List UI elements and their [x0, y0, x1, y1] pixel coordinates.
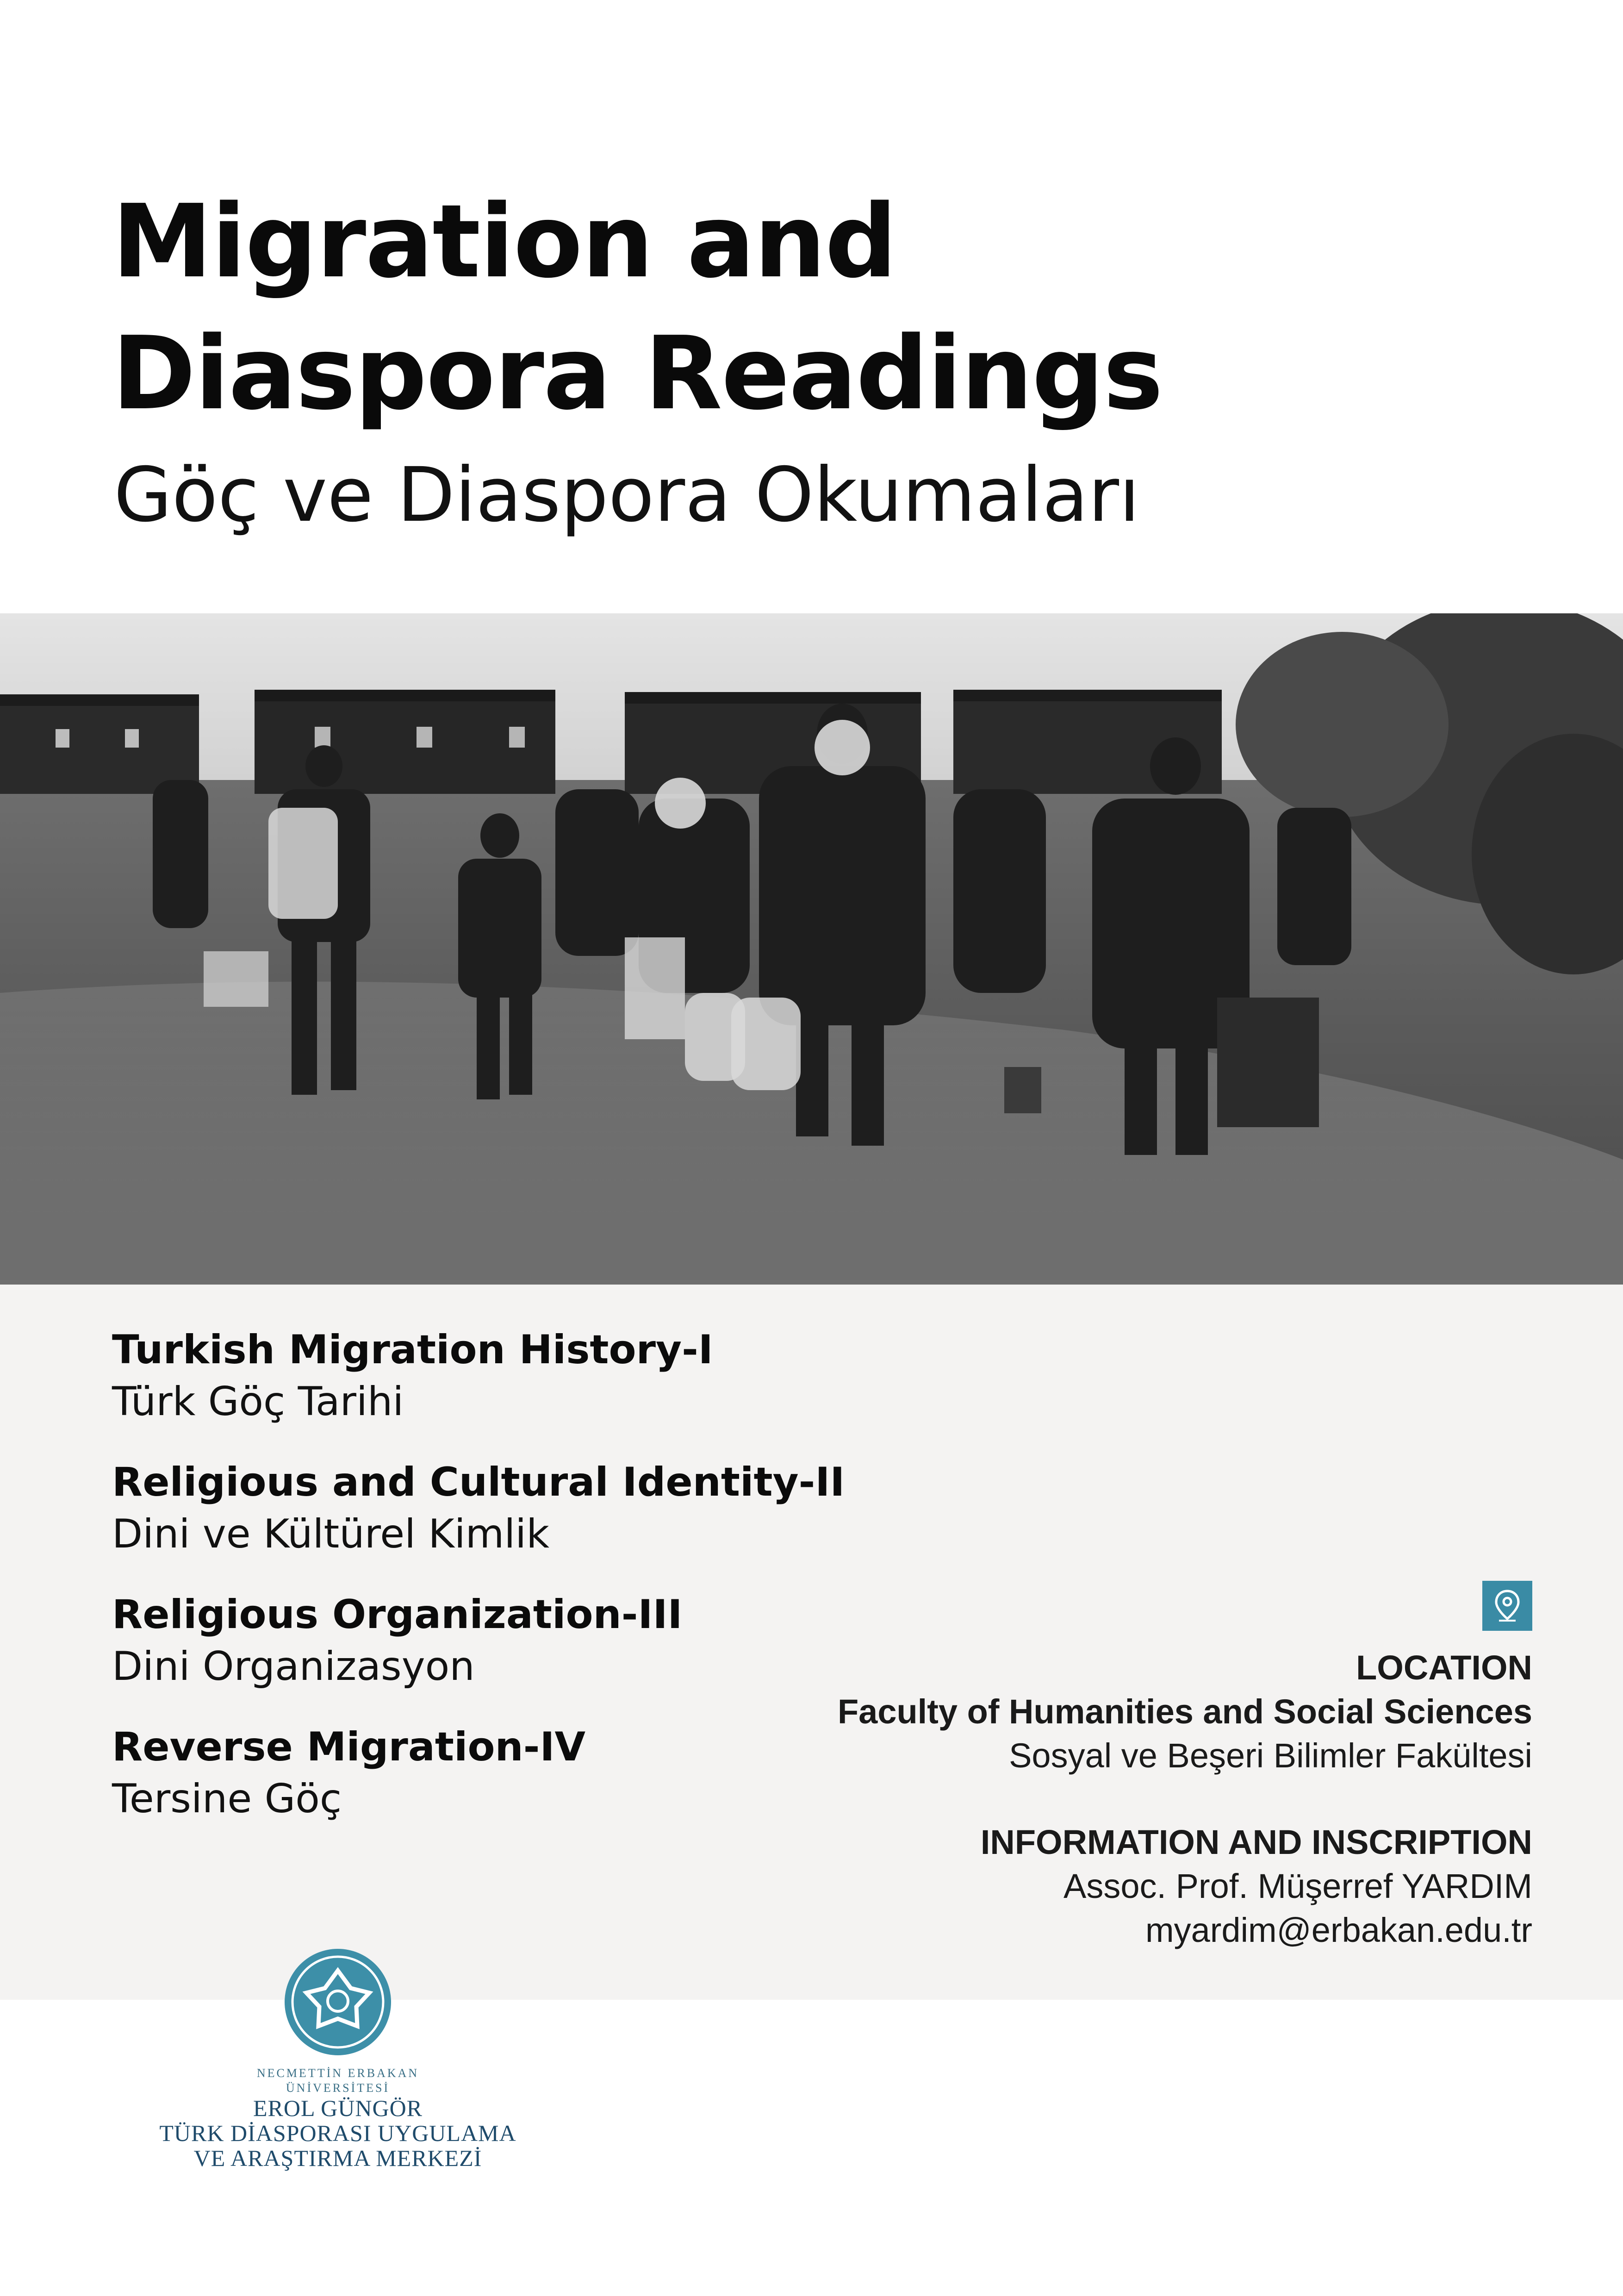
- topic-title-en: Turkish Migration History-I: [112, 1327, 713, 1373]
- logo-line5: VE ARAŞTIRMA MERKEZİ: [193, 2145, 482, 2171]
- logo-line3: EROL GÜNGÖR: [253, 2095, 423, 2121]
- university-emblem-icon: [282, 1947, 393, 2058]
- logo-line4: TÜRK DİASPORASI UYGULAMA: [159, 2120, 516, 2146]
- topic-title-tr: Türk Göç Tarihi: [112, 1379, 404, 1425]
- topic-title-en: Religious and Cultural Identity-II: [112, 1459, 845, 1505]
- logo-line2: ÜNİVERSİTESİ: [286, 2081, 390, 2095]
- faculty-english: Faculty of Humanities and Social Sciences: [837, 1692, 1532, 1731]
- logo-line1: NECMETTİN ERBAKAN: [256, 2066, 419, 2080]
- topic-item: [112, 1324, 899, 1428]
- title-turkish: Göç ve Diaspora Okumaları: [114, 452, 1140, 539]
- topic-item: [112, 1456, 899, 1560]
- historical-migration-photo: [0, 613, 1623, 1285]
- topic-title-tr: Dini ve Kültürel Kimlik: [112, 1511, 549, 1557]
- topic-title-tr: Dini Organizasyon: [112, 1643, 475, 1690]
- title-english-line1: Migration and: [112, 183, 896, 300]
- topic-title-en: Reverse Migration-IV: [112, 1724, 586, 1770]
- location-pin-icon: [1482, 1581, 1532, 1631]
- info-label: INFORMATION AND INSCRIPTION: [980, 1823, 1532, 1861]
- topic-title-en: Religious Organization-III: [112, 1591, 683, 1638]
- university-logo: [139, 1947, 537, 2171]
- topic-title-tr: Tersine Göç: [112, 1776, 342, 1822]
- location-label: LOCATION: [1356, 1648, 1532, 1687]
- contact-person: Assoc. Prof. Müşerref YARDIM: [1063, 1867, 1532, 1905]
- info-panel: [0, 1285, 1623, 2000]
- faculty-turkish: Sosyal ve Beşeri Bilimler Fakültesi: [1009, 1736, 1532, 1775]
- logo-text: [139, 2066, 537, 2171]
- title-block: [112, 176, 1500, 546]
- contact-block: [653, 1581, 1532, 1952]
- title-english-line2: Diaspora Readings: [112, 315, 1163, 432]
- contact-email[interactable]: myardim@erbakan.edu.tr: [1145, 1911, 1532, 1949]
- title-english: [112, 176, 1500, 440]
